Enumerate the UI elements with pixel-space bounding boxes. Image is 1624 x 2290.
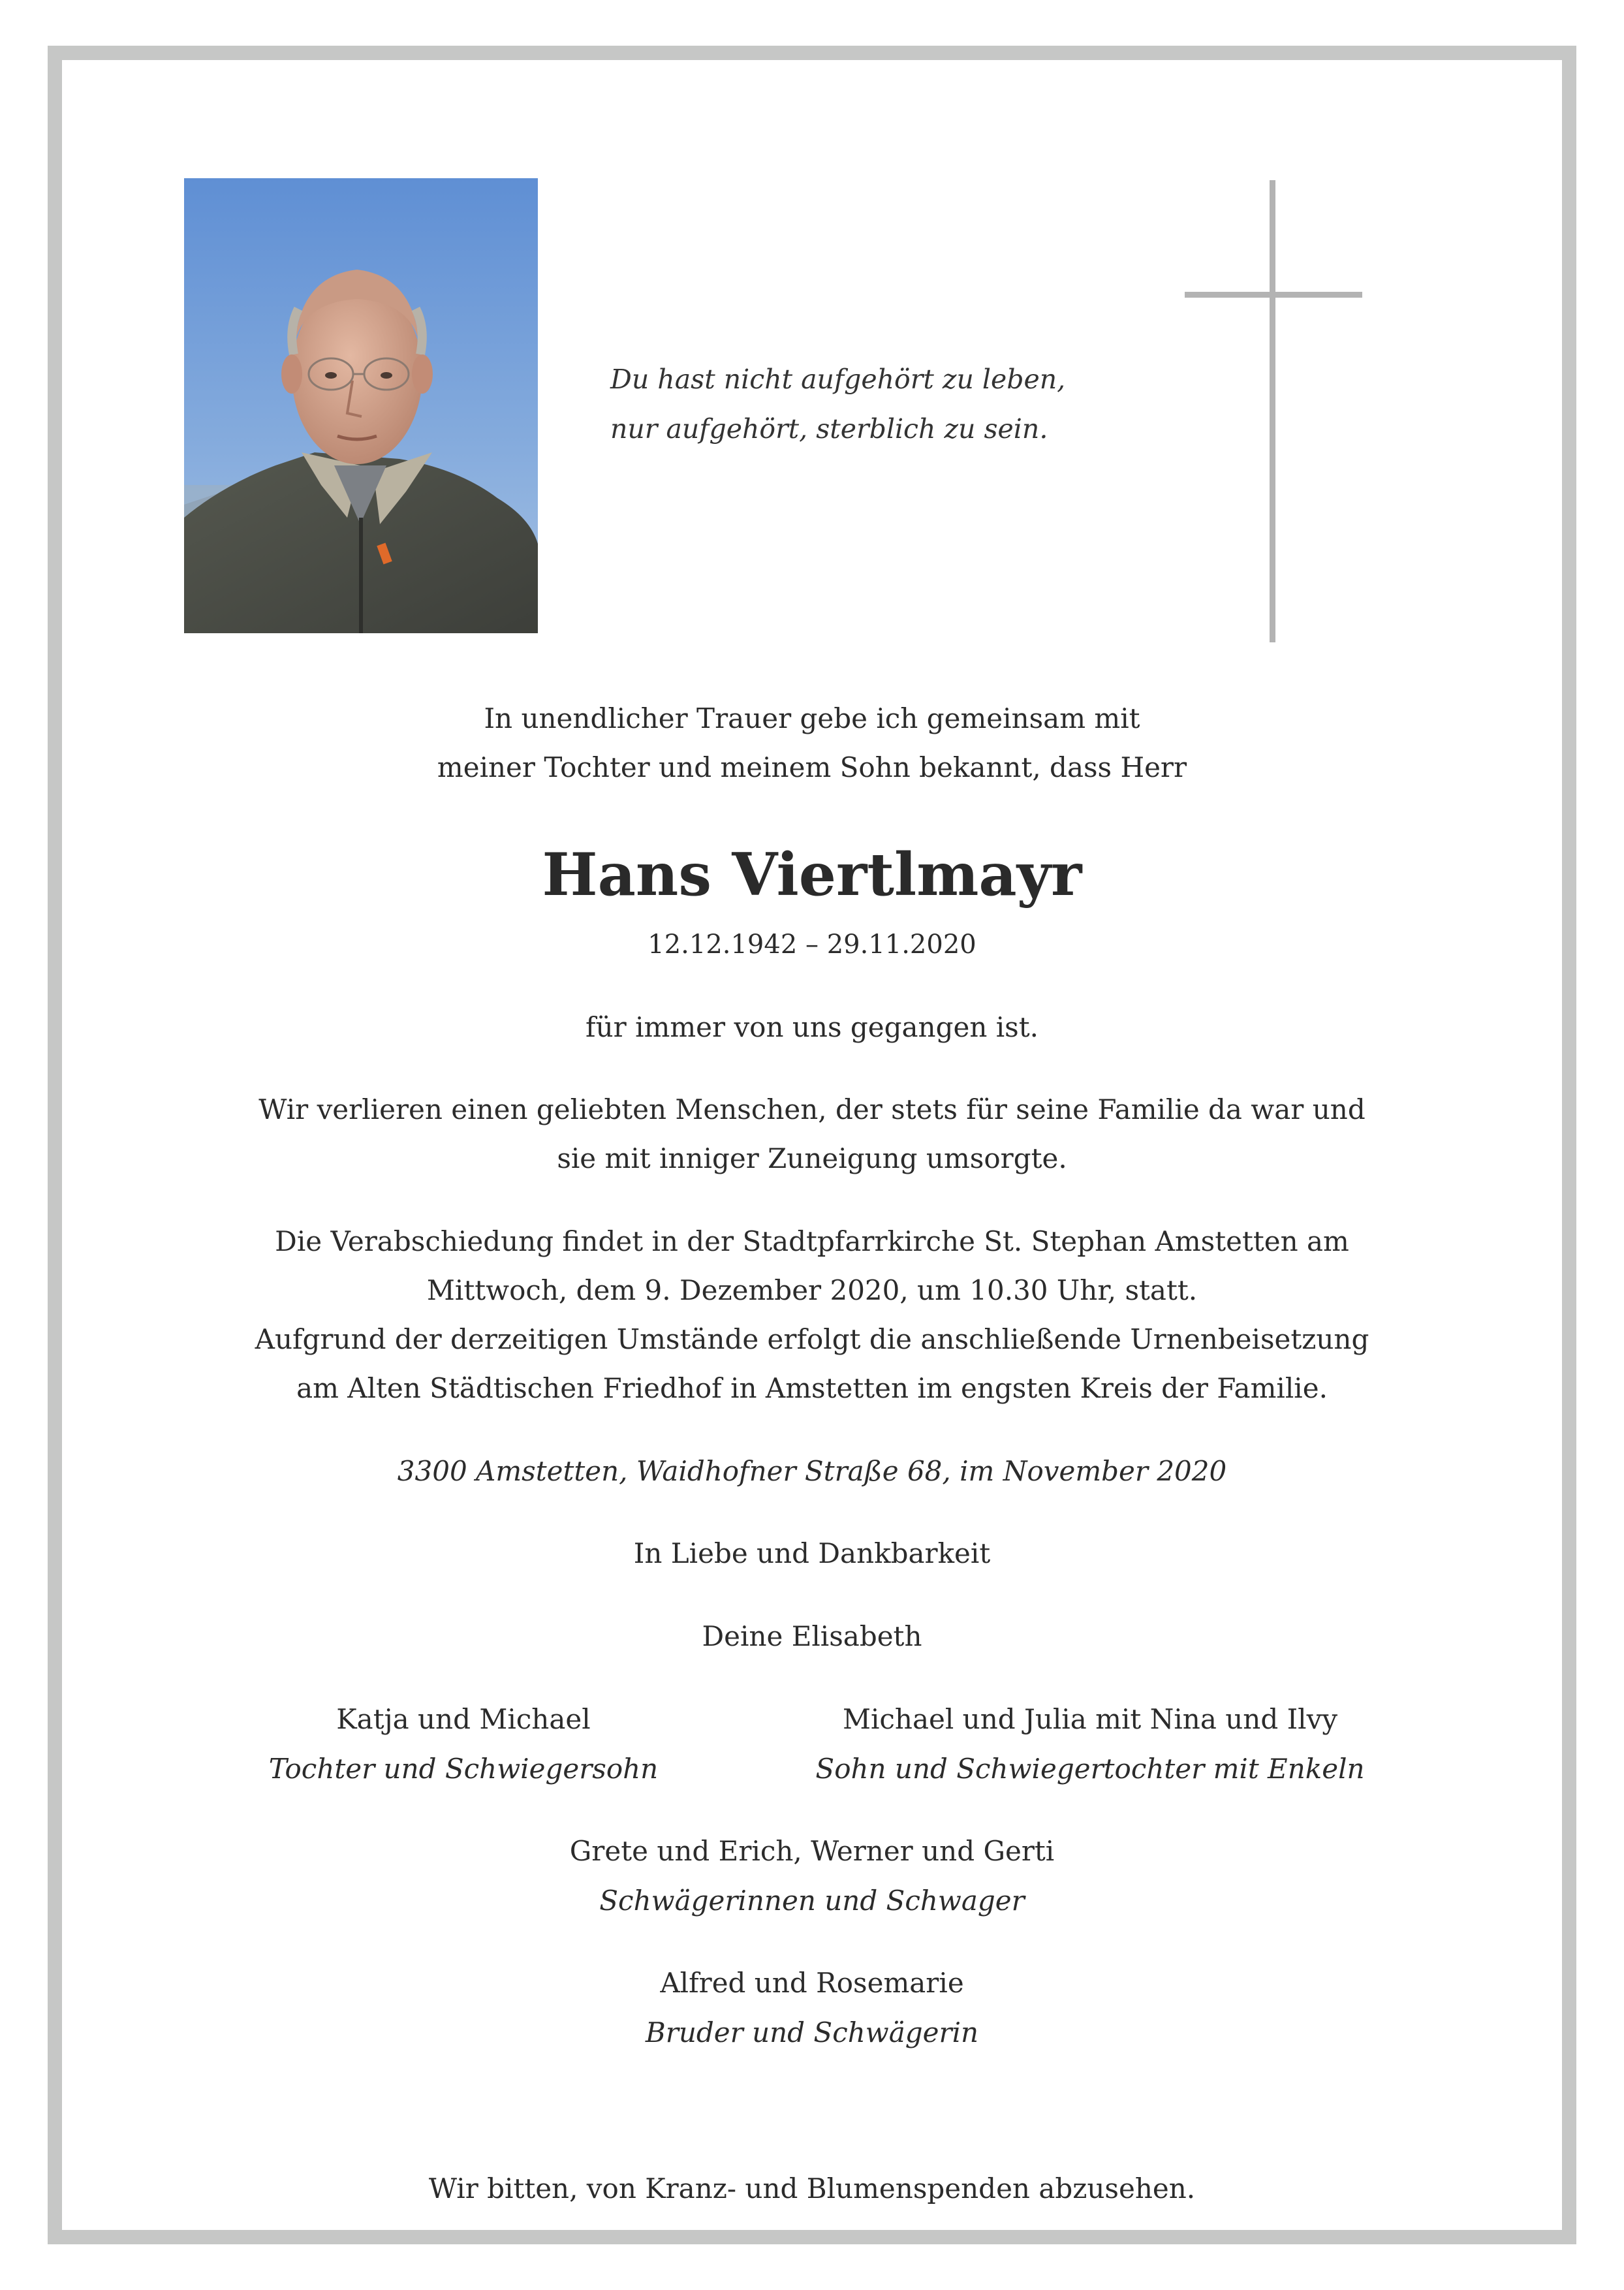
farewell-line-1: Die Verabschiedung findet in der Stadtpfarrkirche St. Stephan Amstetten am <box>275 1225 1349 1257</box>
mourner-right <box>796 1695 1384 1794</box>
quote-line-1: Du hast nicht aufgehört zu leben, <box>610 364 1066 395</box>
widow-line: Deine Elisabeth <box>702 1620 922 1652</box>
portrait-photo <box>184 178 538 633</box>
quote <box>610 354 1132 454</box>
tribute-line-1: Wir verlieren einen geliebten Menschen, der stets für seine Familie da war und <box>258 1093 1366 1125</box>
farewell-line-3: Aufgrund der derzeitigen Umstände erfolgt die anschließende Urnenbeisetzung <box>255 1323 1369 1355</box>
mourner-right-names: Michael und Julia mit Nina und Ilvy <box>842 1703 1338 1735</box>
mourner-right-relation: Sohn und Schwiegertochter mit Enkeln <box>815 1753 1365 1785</box>
passed-line: für immer von uns gegangen ist. <box>586 1011 1038 1043</box>
farewell-line-4: am Alten Städtischen Friedhof in Amstetten im engsten Kreis der Familie. <box>296 1372 1328 1404</box>
mourner-left-names: Katja und Michael <box>336 1703 591 1735</box>
flower-request: Wir bitten, von Kranz- und Blumenspenden abzusehen. <box>428 2172 1196 2204</box>
mourner-center-1 <box>131 1827 1493 1926</box>
quote-line-2: nur aufgehört, sterblich zu sein. <box>610 413 1048 445</box>
cross-icon <box>1185 180 1362 642</box>
tribute-line-2: sie mit inniger Zuneigung umsorgte. <box>557 1142 1067 1174</box>
farewell-line-2: Mittwoch, dem 9. Dezember 2020, um 10.30 Uhr, statt. <box>426 1274 1198 1306</box>
mourner-left-relation: Tochter und Schwiegersohn <box>268 1753 659 1785</box>
mourner-center-1-relation: Schwägerinnen und Schwager <box>599 1885 1025 1917</box>
mourner-center-2 <box>131 1958 1493 2058</box>
place-date: 3300 Amstetten, Waidhofner Straße 68, im November 2020 <box>397 1455 1227 1487</box>
deceased-name: Hans Viertlmayr <box>542 840 1082 909</box>
mourner-center-2-relation: Bruder und Schwägerin <box>645 2016 979 2048</box>
mourner-center-1-names: Grete und Erich, Werner und Gerti <box>569 1835 1055 1867</box>
mourner-center-2-names: Alfred und Rosemarie <box>660 1967 964 1999</box>
mourner-left <box>268 1695 659 1794</box>
closing-line: In Liebe und Dankbarkeit <box>633 1537 991 1569</box>
life-dates: 12.12.1942 – 29.11.2020 <box>648 930 976 960</box>
intro-line-1: In unendlicher Trauer gebe ich gemeinsam mit <box>484 702 1140 734</box>
intro-line-2: meiner Tochter und meinem Sohn bekannt, dass Herr <box>437 751 1187 783</box>
